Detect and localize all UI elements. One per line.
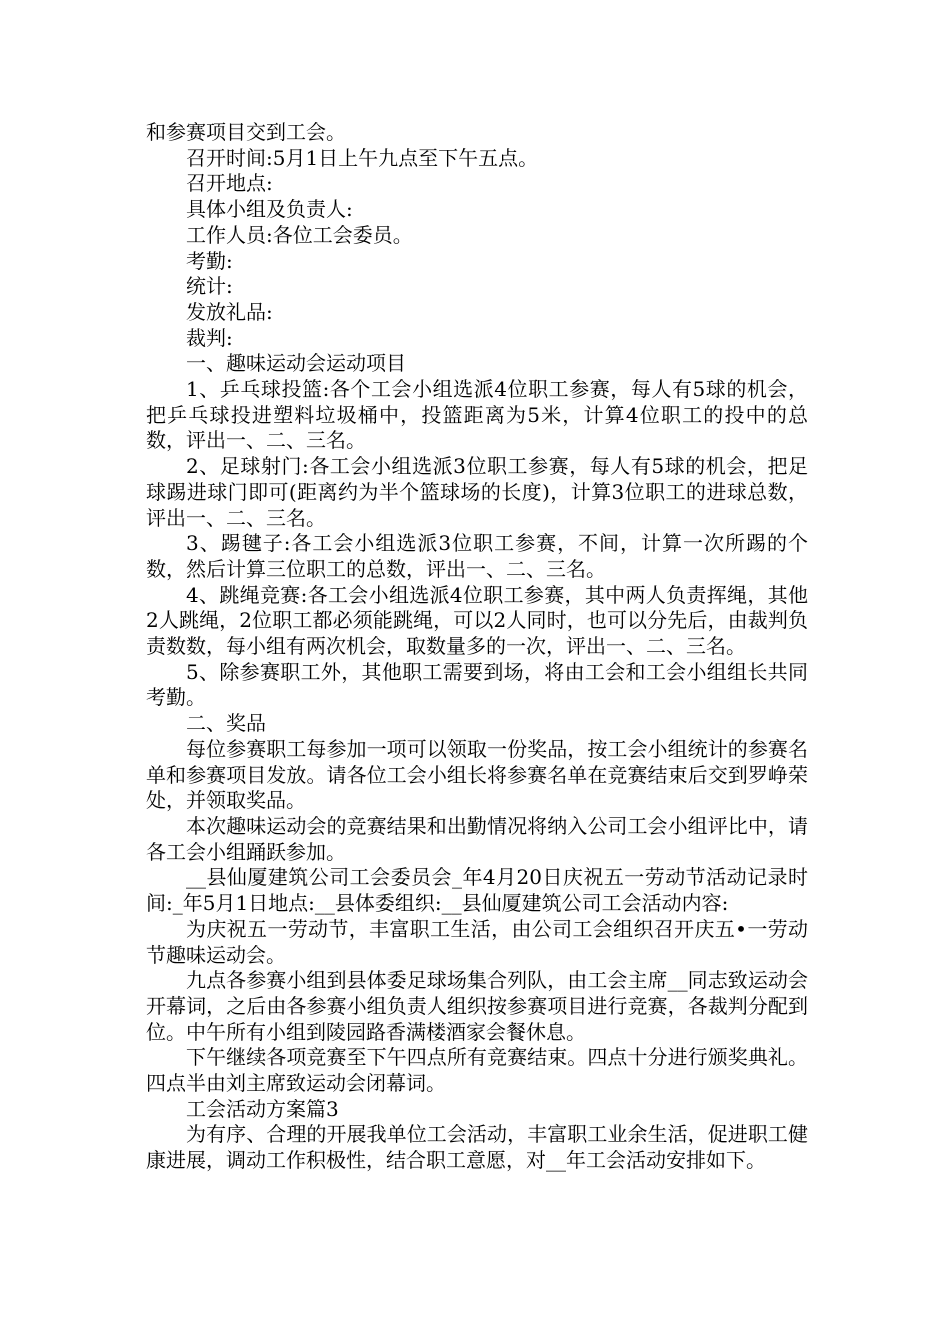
paragraph-morning: 九点各参赛小组到县体委足球场集合列队，由工会主席__同志致运动会开幕词，之后由各参赛小组负责人组织按参赛项目进行竞赛，各裁判分配到位。中午所有小组到陵园路香满楼酒家会餐休息。 xyxy=(146,968,808,1044)
paragraph-referee: 裁判: xyxy=(186,325,233,350)
paragraph-purpose: 为庆祝五一劳动节，丰富职工生活，由公司工会组织召开庆五•一劳动节趣味运动会。 xyxy=(146,916,808,967)
list-item-rope-skipping: 4、跳绳竞赛:各工会小组选派4位职工参赛，其中两人负责挥绳，其他2人跳绳，2位职工都必须能跳绳，可以2人同时，也可以分先后，由裁判负责数数，每小组有两次机会，取数量多的一次，评出一、二、三名。 xyxy=(146,582,808,659)
list-item-pingpong: 1、乒乓球投篮:各个工会小组选派4位职工参赛，每人有5球的机会，把乒乓球投进塑料垃圾桶中，投篮距离为5米，计算4位职工的投中的总数，评出一、二、三名。 xyxy=(146,377,808,453)
paragraph-prizes: 每位参赛职工每参加一项可以领取一份奖品，按工会小组统计的参赛名单和参赛项目发放。请各位工会小组长将参赛名单在竞赛结束后交到罗峥荣处，并领取奖品。 xyxy=(146,736,808,813)
section-heading-plan-3: 工会活动方案篇3 xyxy=(186,1096,339,1121)
paragraph-meeting-place: 召开地点: xyxy=(186,171,273,196)
paragraph-plan-intro: 为有序、合理的开展我单位工会活动，丰富职工业余生活，促进职工健康进展，调动工作积极性，结合职工意愿，对__年工会活动安排如下。 xyxy=(146,1122,808,1173)
paragraph-continuation: 和参赛项目交到工会。 xyxy=(146,120,346,144)
paragraph-afternoon: 下午继续各项竞赛至下午四点所有竞赛结束。四点十分进行颁奖典礼。四点半由刘主席致运动会闭幕词。 xyxy=(146,1045,808,1096)
section-heading-prizes: 二、奖品 xyxy=(186,711,266,736)
paragraph-gifts: 发放礼品: xyxy=(186,299,273,324)
paragraph-groups-leaders: 具体小组及负责人: xyxy=(186,197,353,222)
list-item-attendance-note: 5、除参赛职工外，其他职工需要到场，将由工会和工会小组组长共同考勤。 xyxy=(146,659,808,710)
list-item-shuttlecock: 3、踢毽子:各工会小组选派3位职工参赛，不间，计算一次所踢的个数，然后计算三位职工的总数，评出一、二、三名。 xyxy=(146,531,808,581)
paragraph-meeting-time: 召开时间:5月1日上午九点至下午五点。 xyxy=(186,145,539,170)
paragraph-record-header: __县仙厦建筑公司工会委员会_年4月20日庆祝五一劳动节活动记录时间:_年5月1日地点:__县体委组织:__县仙厦建筑公司工会活动内容: xyxy=(146,865,808,916)
paragraph-attendance: 考勤: xyxy=(186,248,233,273)
document-page xyxy=(146,120,808,1174)
paragraph-statistics: 统计: xyxy=(186,274,233,299)
section-heading-events: 一、趣味运动会运动项目 xyxy=(186,351,406,376)
list-item-football: 2、足球射门:各工会小组选派3位职工参赛，每人有5球的机会，把足球踢进球门即可(距离约为半个篮球场的长度)，计算3位职工的进球总数，评出一、二、三名。 xyxy=(146,454,808,530)
paragraph-staff: 工作人员:各位工会委员。 xyxy=(186,222,413,247)
paragraph-evaluation: 本次趣味运动会的竞赛结果和出勤情况将纳入公司工会小组评比中，请各工会小组踊跃参加。 xyxy=(146,813,808,864)
